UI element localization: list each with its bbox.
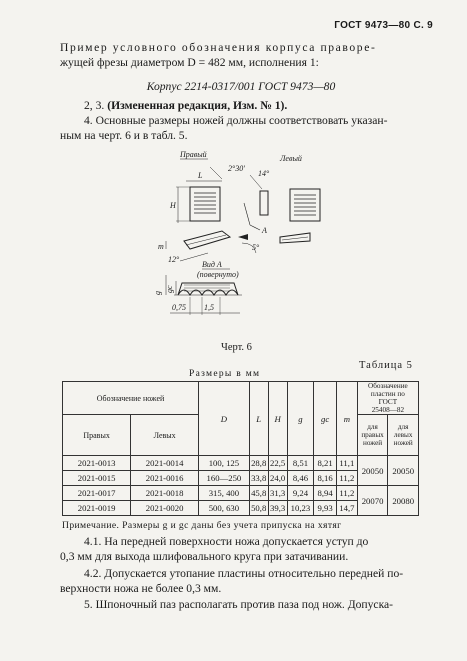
example-line-1: Пример условного обозначения корпуса праворе- — [60, 41, 377, 54]
dim-m: m — [158, 242, 164, 251]
table-row: 2021-0017 2021-0018 315, 400 45,8 31,3 9,24 8,94 11,2 20070 20080 — [63, 486, 419, 501]
table-row: 2021-0019 2021-0020 500, 630 50,8 39,3 10,23 9,93 14,7 — [63, 501, 419, 516]
view-arrow-A: A — [262, 226, 267, 235]
th-for-left: для левых ножей — [388, 415, 419, 456]
dim-0-75: 0,75 — [172, 303, 186, 312]
th-H: H — [268, 382, 287, 456]
th-g: g — [287, 382, 314, 456]
label-right: Правый — [180, 150, 207, 159]
th-m: m — [336, 382, 357, 456]
plate-g2-right: 20070 — [357, 486, 388, 516]
table-row: 2021-0013 2021-0014 100, 125 28,8 22,5 8,51 8,21 11,1 20050 20050 — [63, 456, 419, 471]
th-designation: Обозначение ножей — [63, 382, 199, 415]
page-header: ГОСТ 9473—80 С. 9 — [334, 20, 433, 31]
th-plates: Обозначение пластин по ГОСТ 25408—82 — [357, 382, 418, 415]
change-note — [84, 99, 446, 113]
plate-g1-right: 20050 — [357, 456, 388, 486]
label-left: Левый — [280, 154, 302, 163]
view-rotated: (повернуто) — [197, 270, 239, 279]
table-units: Размеры в мм — [189, 369, 261, 379]
dim-1-5: 1,5 — [204, 303, 214, 312]
clause-4-line-2: ным на черт. 6 и в табл. 5. — [60, 129, 188, 142]
drawing-6 — [150, 145, 350, 335]
change-note-text: (Измененная редакция, Изм. № 1). — [107, 99, 288, 112]
clause-5-line-1: 5. Шпоночный паз располагать против паза под нож. Допуска- — [84, 598, 394, 611]
figure-caption: Черт. 6 — [221, 342, 252, 353]
clause-4-1-line-2: 0,3 мм для выхода шлифовального круга при затачивании. — [60, 550, 349, 563]
plate-g2-left: 20080 — [388, 486, 419, 516]
dim-L: L — [198, 171, 203, 180]
th-D: D — [199, 382, 250, 456]
dim-H: H — [170, 201, 176, 210]
dim-g: g — [153, 291, 162, 295]
angle-14: 14° — [258, 169, 270, 178]
plate-g1-left: 20050 — [388, 456, 419, 486]
table-row: 2021-0015 2021-0016 160—250 33,8 24,0 8,46 8,16 11,2 — [63, 471, 419, 486]
designation-example: Корпус 2214-0317/001 ГОСТ 9473—80 — [146, 80, 336, 93]
change-note-number: 2, 3. — [84, 99, 105, 112]
table-5 — [62, 381, 419, 516]
dim-gc: gc — [165, 285, 174, 293]
view-title: Вид А — [202, 260, 222, 269]
clause-4-1-line-1: 4.1. На передней поверхности ножа допускается уступ до — [84, 535, 369, 548]
th-for-right: для правых ножей — [357, 415, 388, 456]
th-right: Правых — [63, 415, 131, 456]
th-left: Левых — [131, 415, 199, 456]
table-note: Примечание. Размеры g и gc даны без учета припуска на хятяг — [62, 520, 342, 531]
angle-5: 5° — [252, 243, 260, 252]
clause-4-line-1: 4. Основные размеры ножей должны соответствовать указан- — [84, 114, 388, 127]
angle-12: 12° — [168, 255, 180, 264]
table-title: Таблица 5 — [359, 360, 413, 371]
angle-2-30: 2°30' — [228, 164, 245, 173]
th-L: L — [249, 382, 268, 456]
clause-4-2-line-2: верхности ножа не более 0,3 мм. — [60, 582, 222, 595]
example-line-2: жущей фрезы диаметром D = 482 мм, исполнения 1: — [60, 56, 319, 69]
clause-4-2-line-1: 4.2. Допускается утопание пластины относительно передней по- — [84, 567, 404, 580]
th-gc: gc — [314, 382, 337, 456]
